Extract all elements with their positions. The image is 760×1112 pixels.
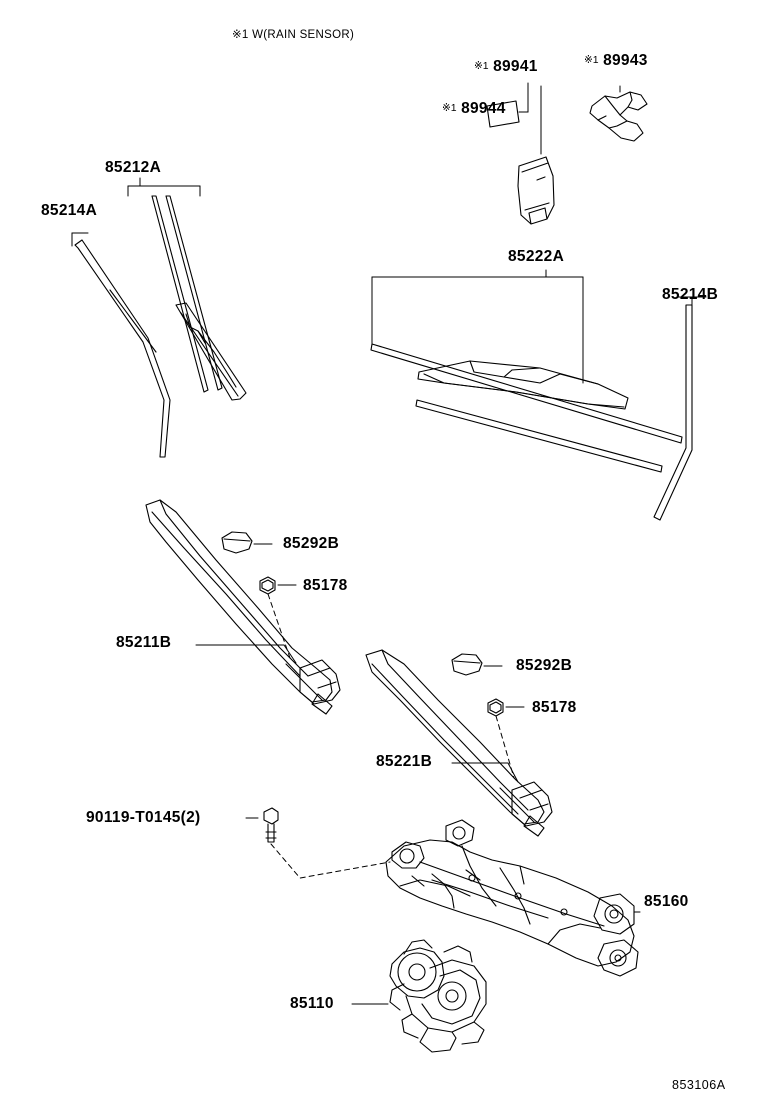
- part-85110-art: [390, 940, 486, 1052]
- label-85214b: 85214B: [662, 286, 719, 303]
- label-90119: 90119-T0145(2): [86, 809, 201, 826]
- mark-symbol: ※1: [442, 102, 457, 114]
- label-85160: 85160: [644, 893, 689, 910]
- label-85292b-driver: 85292B: [283, 535, 340, 552]
- part-85178-right-art: [488, 699, 503, 716]
- part-85221b-art: [366, 650, 552, 836]
- part-85292b-right-art: [452, 654, 482, 675]
- rain-sensor-note: ※1 W(RAIN SENSOR): [232, 29, 355, 41]
- label-89941: [474, 58, 538, 76]
- part-85212a-art: [152, 196, 246, 400]
- part-85214b-art: [654, 305, 692, 520]
- part-89941-art: [518, 157, 554, 224]
- part-85160-art: [386, 820, 638, 976]
- part-85222a-art: [371, 344, 682, 472]
- label-85292b-passenger: 85292B: [516, 657, 573, 674]
- diagram-footer-code: 853106A: [672, 1078, 726, 1092]
- mark-symbol: ※1: [584, 54, 599, 66]
- label-85214a: 85214A: [41, 202, 98, 219]
- part-85214a-art: [75, 240, 170, 457]
- label-85110: 85110: [290, 995, 334, 1012]
- part-89943-art: [590, 92, 647, 141]
- label-85212a: 85212A: [105, 159, 162, 176]
- part-85211b-art: [146, 500, 340, 714]
- part-85178-left-art: [260, 577, 275, 594]
- part-number-89941: 89941: [493, 58, 538, 75]
- part-90119-art: [264, 808, 278, 842]
- part-85292b-left-art: [222, 532, 252, 553]
- label-85178-passenger: 85178: [532, 699, 577, 716]
- label-89943: [584, 52, 648, 70]
- label-85222a: 85222A: [508, 248, 565, 265]
- label-89944: [442, 100, 506, 118]
- label-85178-driver: 85178: [303, 577, 348, 594]
- part-number-89944: 89944: [461, 100, 506, 117]
- mark-symbol: ※1: [474, 60, 489, 72]
- part-number-89943: 89943: [603, 52, 648, 69]
- label-85211b: 85211B: [116, 634, 172, 651]
- label-85221b: 85221B: [376, 753, 433, 770]
